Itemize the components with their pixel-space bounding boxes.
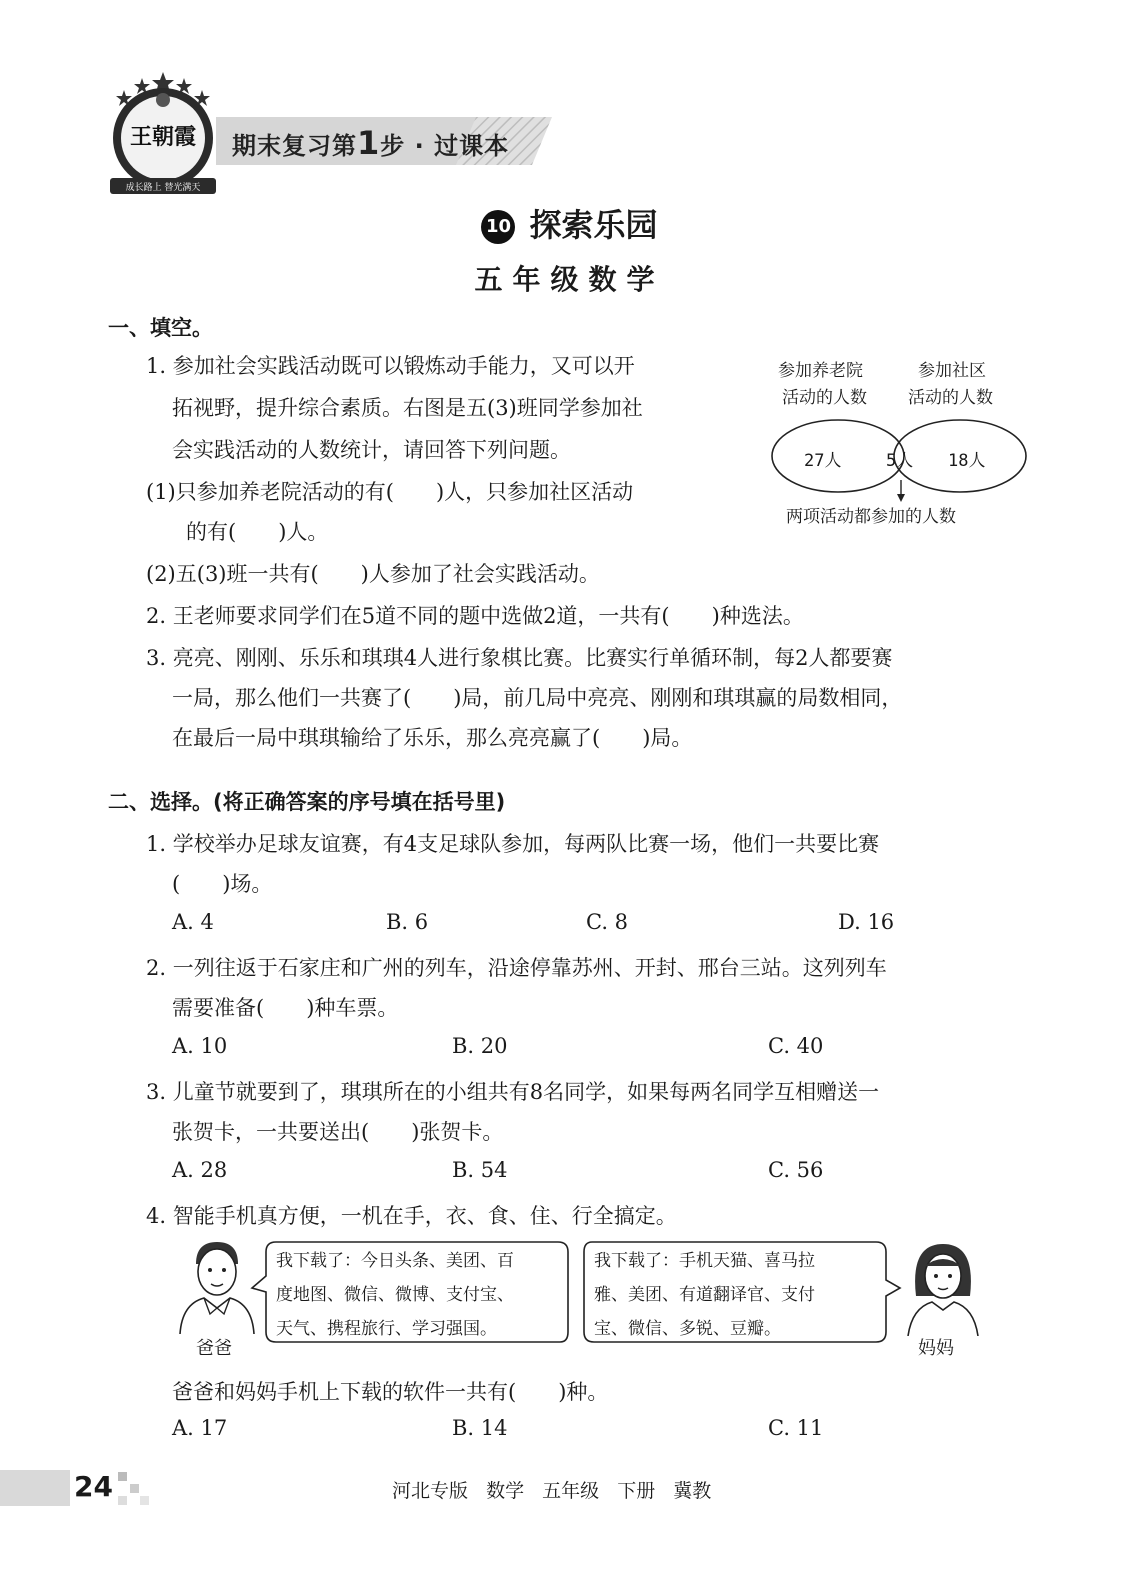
s1-q1-line2: 拓视野，提升综合素质。右图是五(3)班同学参加社	[172, 396, 643, 420]
venn-pointer-arrow	[897, 494, 905, 502]
mom-bubble-text	[594, 1244, 815, 1346]
footer-edition-info	[392, 1476, 711, 1503]
venn-right-label-1: 参加社区	[918, 361, 986, 381]
s2-q1-line2: ( )场。	[172, 872, 273, 896]
s2-q2-option-c: C. 40	[768, 1034, 824, 1058]
venn-right-value: 18人	[948, 451, 986, 471]
s2-q1-line1: 1. 学校举办足球友谊赛，有4支足球队参加，每两队比赛一场，他们一共要比赛	[146, 832, 880, 856]
venn-left-label-1: 参加养老院	[778, 361, 863, 381]
s2-q4-option-c: C. 11	[768, 1416, 824, 1440]
mom-bubble-line: 我下载了：手机天猫、喜马拉	[594, 1251, 815, 1271]
s2-q3-option-a: A. 28	[172, 1158, 228, 1182]
logo-name: 王朝霞	[129, 124, 197, 150]
venn-middle-value: 5人	[886, 451, 914, 471]
s1-q2: 2. 王老师要求同学们在5道不同的题中选做2道，一共有( )种选法。	[146, 604, 804, 628]
footer-volume: 下册	[617, 1480, 656, 1502]
banner-title: 期末复习第1步 · 过课本	[232, 124, 510, 162]
s2-q2-option-b: B. 20	[452, 1034, 508, 1058]
s1-q3-line2: 一局，那么他们一共赛了( )局，前几局中亮亮、刚刚和琪琪赢的局数相同，	[172, 686, 903, 710]
venn-right-label-2: 活动的人数	[908, 388, 993, 408]
s2-q4-option-a: A. 17	[172, 1416, 228, 1440]
s1-q1-sub2: (2)五(3)班一共有( )人参加了社会实践活动。	[146, 562, 600, 586]
dad-bubble-text	[276, 1244, 514, 1346]
s1-q3-line1: 3. 亮亮、刚刚、乐乐和琪琪4人进行象棋比赛。比赛实行单循环制，每2人都要赛	[146, 646, 893, 670]
mom-bubble-line: 雅、美团、有道翻译官、支付	[594, 1285, 815, 1305]
mom-bubble-line: 宝、微信、多锐、豆瓣。	[594, 1319, 781, 1339]
venn-diagram	[768, 350, 1038, 530]
dad-label: 爸爸	[196, 1338, 232, 1359]
footer-grade: 五年级	[542, 1480, 600, 1502]
unit-number-badge: 10	[481, 210, 515, 244]
s1-q3-line3: 在最后一局中琪琪输给了乐乐，那么亮亮赢了( )局。	[172, 726, 693, 750]
dad-bubble-line: 度地图、微信、微博、支付宝、	[276, 1285, 514, 1305]
unit-title: 10 探索乐园	[0, 200, 1139, 246]
s2-q2-line2: 需要准备( )种车票。	[172, 996, 399, 1020]
footer-bar	[0, 1470, 70, 1506]
s2-q1-option-c: C. 8	[586, 910, 629, 934]
section1-heading: 一、填空。	[108, 316, 213, 340]
dad-bubble-line: 天气、携程旅行、学习强国。	[276, 1319, 497, 1339]
s1-q1-sub1-line1: (1)只参加养老院活动的有( )人，只参加社区活动	[146, 480, 634, 504]
s2-q1-option-a: A. 4	[172, 910, 214, 934]
footer-squares-icon	[118, 1472, 150, 1506]
s2-q1-option-b: B. 6	[386, 910, 429, 934]
venn-bottom-label: 两项活动都参加的人数	[786, 507, 956, 527]
venn-left-label-2: 活动的人数	[782, 388, 867, 408]
footer-subject: 数学	[486, 1480, 525, 1502]
s2-q1-option-d: D. 16	[838, 910, 895, 934]
s2-q3-option-b: B. 54	[452, 1158, 508, 1182]
s2-q3-option-c: C. 56	[768, 1158, 824, 1182]
s2-q2-line1: 2. 一列往返于石家庄和广州的列车，沿途停靠苏州、开封、邢台三站。这列列车	[146, 956, 887, 980]
footer-edition: 河北专版	[392, 1480, 469, 1502]
mom-icon	[902, 1236, 984, 1336]
logo-slogan: 成长路上 替光满天	[125, 183, 201, 193]
s1-q1-line1: 1. 参加社会实践活动既可以锻炼动手能力，又可以开	[146, 354, 635, 378]
s1-q1-sub1-line2: 的有( )人。	[186, 520, 329, 544]
s2-q2-option-a: A. 10	[172, 1034, 228, 1058]
s2-q4-question: 爸爸和妈妈手机上下载的软件一共有( )种。	[172, 1380, 609, 1404]
dad-bubble-line: 我下载了：今日头条、美团、百	[276, 1251, 514, 1271]
footer-publisher: 冀教	[673, 1480, 712, 1502]
s2-q3-line1: 3. 儿童节就要到了，琪琪所在的小组共有8名同学，如果每两名同学互相赠送一	[146, 1080, 880, 1104]
s2-q3-line2: 张贺卡，一共要送出( )张贺卡。	[172, 1120, 504, 1144]
mom-label: 妈妈	[918, 1338, 954, 1359]
section2-heading: 二、选择。(将正确答案的序号填在括号里)	[108, 790, 506, 814]
page-subtitle: 五年级数学	[474, 263, 665, 296]
s2-q4-line1: 4. 智能手机真方便，一机在手，衣、食、住、行全搞定。	[146, 1204, 677, 1228]
page-number: 24	[74, 1470, 113, 1503]
venn-left-value: 27人	[804, 451, 842, 471]
publisher-logo	[104, 70, 222, 198]
s1-q1-line3: 会实践活动的人数统计，请回答下列问题。	[172, 438, 571, 462]
s2-q4-option-b: B. 14	[452, 1416, 508, 1440]
